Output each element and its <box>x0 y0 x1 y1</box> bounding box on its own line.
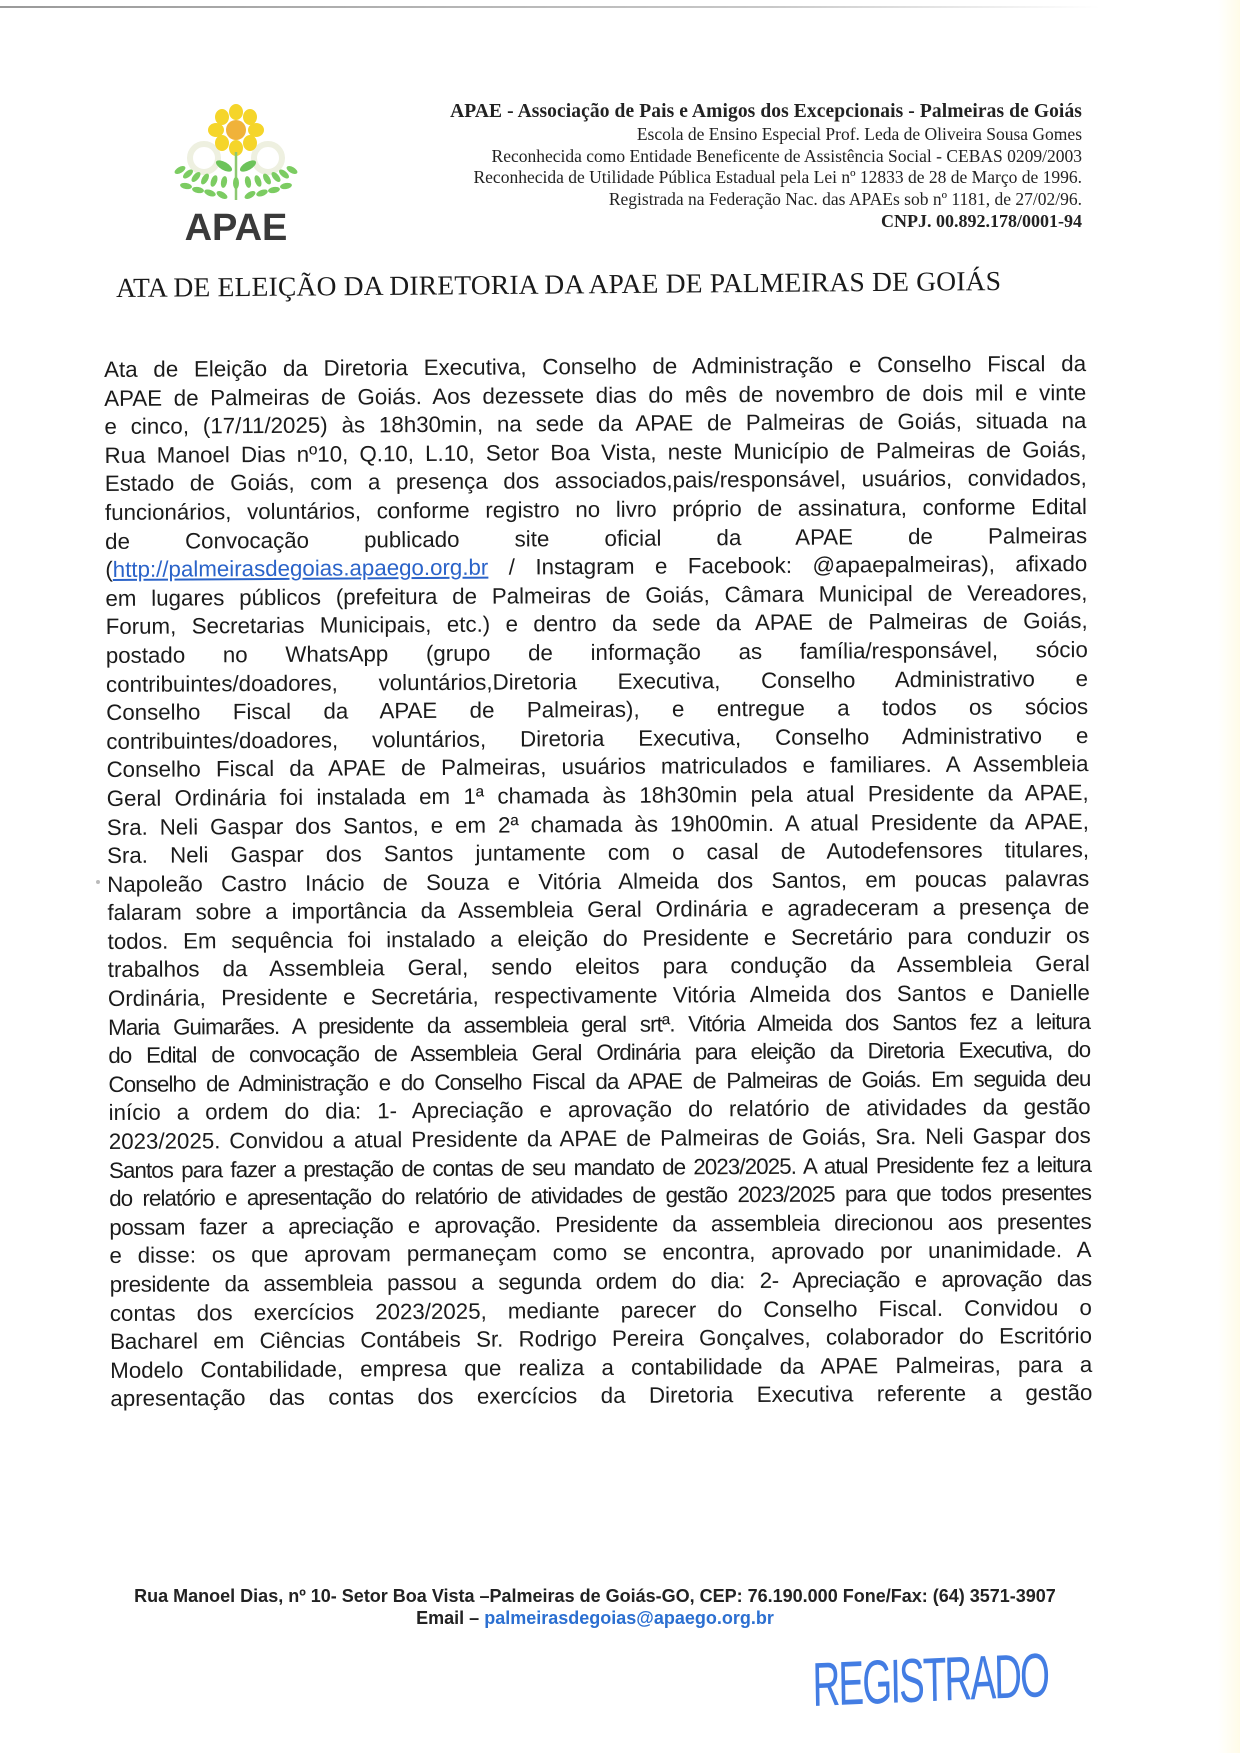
body-line: Bacharel em Ciências Contábeis Sr. Rodrigo Pereira Gonçalves, colaborador do Escritório <box>109 1323 1093 1355</box>
body-line: Sra. Neli Gaspar dos Santos juntamente com o casal de Autodefensores titulares, <box>106 837 1090 869</box>
body-line: Ata de Eleição da Diretoria Executiva, Conselho de Administração e Conselho Fiscal da <box>104 351 1087 382</box>
body-line: e cinco, (17/11/2025) às 18h30min, na sede da APAE de Palmeiras de Goiás, situada na <box>104 408 1087 440</box>
minutes-body <box>104 350 1092 1414</box>
body-line: Santos para fazer a prestação de contas de seu mandato de 2023/2025. A atual Presidente fez a leitura <box>108 1151 1092 1183</box>
body-line: início a ordem do dia: 1- Apreciação e aprovação do relatório de atividades da gestão <box>108 1094 1091 1126</box>
footer <box>0 1585 1190 1629</box>
body-line: postado no WhatsApp (grupo de informação as família/responsável, sócio <box>105 636 1088 668</box>
body-line: APAE de Palmeiras de Goiás. Aos dezessete dias do mês de novembro de dois mil e vinte <box>104 379 1087 411</box>
link-paren: ( <box>105 557 113 583</box>
utilidade-publica-line: Reconhecida de Utilidade Pública Estadual pela Lei nº 12833 de 28 de Março de 1996. <box>473 167 1082 187</box>
body-line-rest: / Instagram e Facebook: @apaepalmeiras), afixado <box>508 551 1088 580</box>
cebas-line: Reconhecida como Entidade Beneficente de Assistência Social - CEBAS 0209/2003 <box>491 145 1082 166</box>
site-link[interactable]: http://palmeirasdegoias.apaego.org.br <box>112 554 489 583</box>
body-line: 2023/2025. Convidou a atual Presidente da APAE de Palmeiras de Goiás, Sra. Neli Gaspar dos <box>108 1123 1091 1155</box>
body-line: Conselho Fiscal da APAE de Palmeiras, usuários matriculados e familiares. A Assembleia <box>106 751 1089 783</box>
body-line: presidente da assembleia passou a segunda ordem do dia: 2- Apreciação e aprovação das <box>109 1265 1092 1297</box>
body-line: Napoleão Castro Inácio de Souza e Vitória Almeida dos Santos, em poucas palavras <box>107 865 1090 897</box>
cnpj: CNPJ. 00.892.178/0001-94 <box>881 211 1082 231</box>
scan-top-edge <box>0 6 1100 8</box>
body-line: contas dos exercícios 2023/2025, mediante parecer do Conselho Fiscal. Convidou o <box>109 1294 1092 1326</box>
body-line: Geral Ordinária foi instalada em 1ª chamada às 18h30min pela atual Presidente da APAE, <box>106 779 1089 811</box>
body-line: Ordinária, Presidente e Secretária, respectivamente Vitória Almeida dos Santos e Danielle <box>107 980 1090 1012</box>
footer-address: Rua Manoel Dias, nº 10- Setor Boa Vista –Palmeiras de Goiás-GO, CEP: 76.190.000 Fone/Fax: (64) 3571-3907 <box>134 1586 1056 1606</box>
body-line: contribuintes/doadores, voluntários, Diretoria Executiva, Conselho Administrativo e <box>106 722 1089 754</box>
school-name: Escola de Ensino Especial Prof. Leda de Oliveira Sousa Gomes <box>636 124 1082 144</box>
body-line: de Convocação publicado site oficial da APAE de Palmeiras <box>105 522 1088 554</box>
body-line: Conselho de Administração e do Conselho Fiscal da APAE de Palmeiras de Goiás. Em seguida deu <box>108 1065 1091 1097</box>
body-line: Modelo Contabilidade, empresa que realiza a contabilidade da APAE Palmeiras, para a <box>110 1351 1093 1383</box>
org-name: APAE - Associação de Pais e Amigos dos Excepcionais - Palmeiras de Goiás <box>450 101 1082 122</box>
email-link[interactable]: palmeirasdegoias@apaego.org.br <box>484 1608 774 1628</box>
body-line: do Edital de convocação de Assembleia Geral Ordinária para eleição da Diretoria Executiva, do <box>108 1037 1091 1069</box>
body-line: todos. Em sequência foi instalado a eleição do Presidente e Secretário para conduzir os <box>107 922 1090 954</box>
body-line: Sra. Neli Gaspar dos Santos, e em 2ª chamada às 19h00min. A atual Presidente da APAE, <box>106 808 1089 840</box>
body-line: possam fazer a apreciação e aprovação. Presidente da assembleia direcionou aos presentes <box>109 1208 1092 1240</box>
body-line: falaram sobre a importância da Assembleia Geral Ordinária e agradeceram a presença de <box>107 894 1090 926</box>
registration-line: Registrada na Federação Nac. das APAEs sob nº 1181, de 27/02/96. <box>608 188 1082 209</box>
scan-speck <box>96 880 100 884</box>
body-line: funcionários, voluntários, conforme registro no livro próprio de assinatura, conforme Edital <box>104 493 1088 525</box>
body-line: contribuintes/doadores, voluntários,Diretoria Executiva, Conselho Administrativo e <box>105 665 1089 697</box>
scan-right-edge <box>1218 0 1240 1753</box>
document-title: ATA DE ELEIÇÃO DA DIRETORIA DA APAE DE PALMEIRAS DE GOIÁS <box>115 265 1002 303</box>
body-line: Rua Manoel Dias nº10, Q.10, L.10, Setor Boa Vista, neste Município de Palmeiras de Goiás, <box>104 436 1087 468</box>
body-line: Conselho Fiscal da APAE de Palmeiras), e entregue a todos os sócios <box>106 694 1089 726</box>
body-line: apresentação das contas dos exercícios da Diretoria Executiva referente a gestão <box>110 1380 1093 1412</box>
letterhead <box>262 100 1082 232</box>
registrado-stamp: REGISTRADO <box>812 1641 1049 1720</box>
footer-email-line <box>0 1607 1190 1629</box>
body-line: e disse: os que aprovam permaneçam como se encontra, aprovado por unanimidade. A <box>109 1237 1092 1269</box>
body-line: Forum, Secretarias Municipais, etc.) e dentro da sede da APAE de Palmeiras de Goiás, <box>105 608 1088 640</box>
body-line: Maria Guimarães. A presidente da assembleia geral srtª. Vitória Almeida dos Santos fez a leitura <box>108 1008 1091 1040</box>
email-label: Email – <box>416 1608 480 1628</box>
body-line: do relatório e apresentação do relatório de atividades de gestão 2023/2025 para que todos presentes <box>109 1180 1092 1212</box>
body-line: em lugares públicos (prefeitura de Palmeiras de Goiás, Câmara Municipal de Vereadores, <box>105 579 1088 611</box>
logo-text: APAE <box>184 207 288 246</box>
body-line: Estado de Goiás, com a presença dos associados,pais/responsável, usuários, convidados, <box>104 465 1087 497</box>
body-line: trabalhos da Assembleia Geral, sendo eleitos para condução da Assembleia Geral <box>107 951 1090 983</box>
